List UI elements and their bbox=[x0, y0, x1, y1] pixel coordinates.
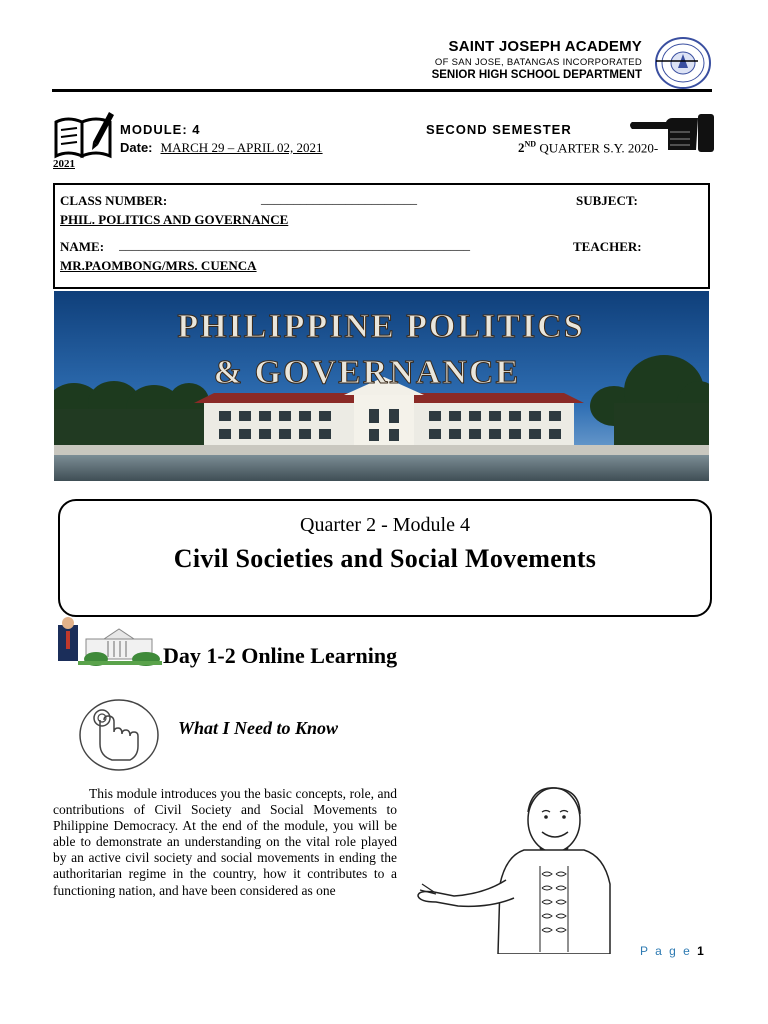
class-number-label: CLASS NUMBER: bbox=[60, 193, 168, 208]
school-name: SAINT JOSEPH ACADEMY bbox=[448, 38, 642, 55]
student-info-box bbox=[53, 183, 710, 289]
page-footer bbox=[640, 944, 706, 958]
banner-line-2: & GOVERNANCE bbox=[213, 354, 521, 391]
school-year-end: 2021 bbox=[53, 158, 75, 170]
page-number: 1 bbox=[697, 944, 706, 958]
name-label: NAME: bbox=[60, 239, 105, 254]
course-banner bbox=[54, 291, 709, 481]
school-seal-icon bbox=[654, 36, 712, 90]
book-writing-icon bbox=[53, 108, 115, 160]
quarter-text: QUARTER S.Y. 2020- bbox=[536, 140, 659, 156]
page-label: P a g e bbox=[640, 944, 692, 958]
date-value: MARCH 29 – APRIL 02, 2021 bbox=[160, 140, 323, 155]
malacanang-palace-illustration bbox=[54, 291, 709, 481]
school-location: OF SAN JOSE, BATANGAS INCORPORATED bbox=[434, 57, 642, 68]
banner-line-1: PHILIPPINE POLITICS bbox=[177, 308, 585, 345]
quarter-label bbox=[518, 140, 658, 156]
module-title: Civil Societies and Social Movements bbox=[173, 544, 597, 573]
quarter-suffix: ND bbox=[524, 140, 537, 149]
name-field[interactable]: ______________________________________________________ bbox=[119, 237, 470, 252]
module-subtitle: Quarter 2 - Module 4 bbox=[300, 514, 470, 536]
quarter-number: 2 bbox=[518, 140, 525, 156]
teacher-value: MR.PAOMBONG/MRS. CUENCA bbox=[60, 258, 257, 273]
presenting-man-illustration bbox=[414, 784, 644, 954]
subject-value: PHIL. POLITICS AND GOVERNANCE bbox=[60, 212, 289, 227]
touch-finger-icon bbox=[78, 698, 160, 772]
department-name: SENIOR HIGH SCHOOL DEPARTMENT bbox=[431, 69, 642, 81]
module-label: MODULE: 4 bbox=[120, 122, 201, 137]
header-rule bbox=[52, 89, 712, 92]
date-label: Date: bbox=[120, 140, 153, 155]
intro-paragraph: This module introduces you the basic concepts, role, and contributions of Civil Society and Social Movements to Philippine Democracy. At the end of the module, you will be able to demonstrate an understanding on the vital role played by an active civil society and social movements in ending the authoritarian regime in the country, how it contributes to a functioning nation, and have been considered as one bbox=[53, 786, 397, 898]
semester-label: SECOND SEMESTER bbox=[426, 122, 572, 137]
white-house-icon bbox=[56, 617, 164, 667]
teacher-label: TEACHER: bbox=[573, 239, 642, 254]
day-heading: Day 1-2 Online Learning bbox=[163, 643, 398, 668]
subject-label: SUBJECT: bbox=[576, 193, 638, 208]
date-row bbox=[120, 140, 323, 156]
need-to-know-heading: What I Need to Know bbox=[178, 718, 339, 738]
class-number-field[interactable]: ________________________ bbox=[261, 191, 417, 206]
